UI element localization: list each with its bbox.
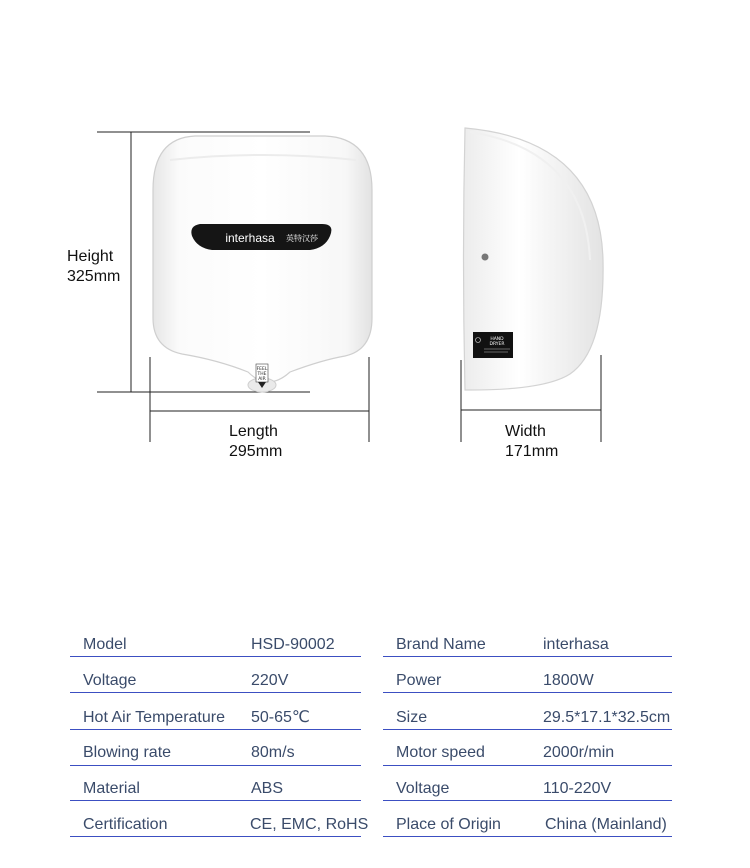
spec-value-certification: CE, EMC, RoHS (250, 816, 369, 833)
hand-dryer-front-view (153, 136, 372, 392)
sensor-dot (482, 254, 489, 261)
spec-value-blowing-rate: 80m/s (251, 744, 295, 761)
spec-divider (383, 656, 672, 657)
spec-label-brand-name: Brand Name (396, 636, 486, 653)
spec-label-blowing-rate: Blowing rate (83, 744, 172, 761)
length-label: Length 295mm (229, 423, 283, 460)
spec-divider (383, 765, 672, 766)
svg-text:DRYER: DRYER (489, 342, 505, 347)
spec-divider (70, 692, 361, 693)
spec-value-model: HSD-90002 (251, 636, 335, 653)
svg-text:FEEL: FEEL (256, 367, 268, 372)
spec-divider (383, 729, 672, 730)
spec-value-material: ABS (251, 780, 284, 797)
spec-label-voltage: Voltage (83, 672, 137, 689)
spec-divider (70, 765, 361, 766)
brand-mark: interhasa (225, 231, 275, 245)
spec-divider (383, 800, 672, 801)
spec-divider (383, 836, 672, 837)
spec-value-hot-air-temperature: 50-65℃ (251, 709, 310, 726)
hand-dryer-side-view (464, 128, 604, 390)
spec-divider (70, 656, 361, 657)
spec-label-certification: Certification (83, 816, 168, 833)
spec-value-motor-speed: 2000r/min (543, 744, 615, 761)
spec-divider (70, 729, 361, 730)
spec-label-material: Material (83, 780, 140, 797)
spec-value-power: 1800W (543, 672, 594, 689)
spec-divider (70, 836, 361, 837)
spec-label-hot-air-temperature: Hot Air Temperature (83, 709, 225, 726)
width-label: Width 171mm (505, 423, 559, 460)
spec-value-size: 29.5*17.1*32.5cm (543, 709, 671, 726)
spec-divider (70, 800, 361, 801)
spec-label-size: Size (396, 709, 428, 726)
height-label: Height 325mm (67, 248, 121, 285)
brand-mark-cn: 英特汉莎 (286, 234, 318, 243)
svg-text:HAND: HAND (490, 337, 504, 342)
spec-divider (383, 692, 672, 693)
spec-label-power: Power (396, 672, 442, 689)
spec-value-place-of-origin: China (Mainland) (545, 816, 667, 833)
spec-label-model: Model (83, 636, 127, 653)
spec-value-voltage-range: 110-220V (543, 780, 612, 797)
spec-value-brand-name: interhasa (543, 636, 609, 653)
svg-text:AIR: AIR (258, 377, 266, 382)
spec-label-voltage-range: Voltage (396, 780, 450, 797)
spec-label-motor-speed: Motor speed (396, 744, 485, 761)
spec-value-voltage: 220V (251, 672, 289, 689)
spec-label-plate (473, 332, 513, 358)
svg-text:THE: THE (257, 372, 267, 377)
spec-label-place-of-origin: Place of Origin (396, 816, 501, 833)
